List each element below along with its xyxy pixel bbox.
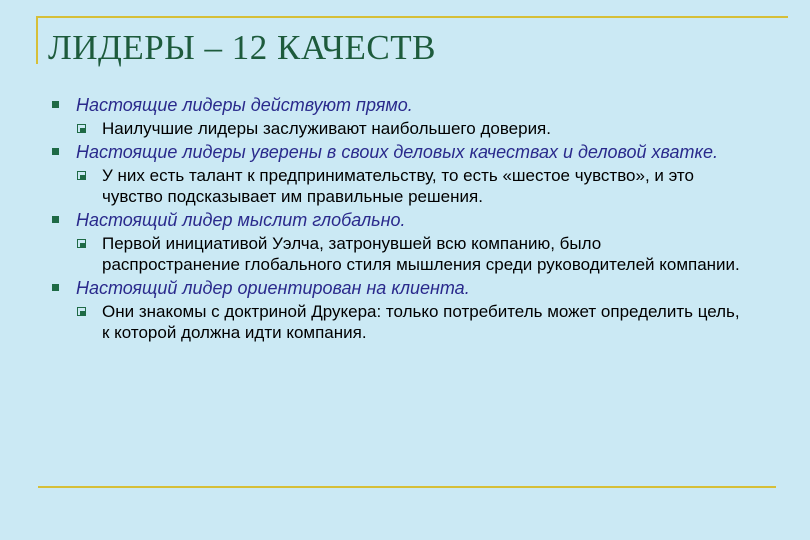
level1-item (48, 277, 778, 299)
level2-text: У них есть талант к предпринимательству, то есть «шестое чувство», и это чувство подсказывает им правильные решения. (102, 166, 694, 206)
frame-top-line (36, 16, 788, 18)
square-bullet-icon (52, 216, 59, 223)
level1-text: Настоящий лидер ориентирован на клиента. (76, 278, 470, 298)
level1-item (48, 141, 778, 163)
box-bullet-icon (77, 307, 86, 316)
box-bullet-icon (77, 171, 86, 180)
list-item (48, 94, 778, 139)
box-bullet-icon (77, 239, 86, 248)
level2-text: Наилучшие лидеры заслуживают наибольшего доверия. (102, 119, 551, 138)
frame-bottom-line (38, 486, 776, 488)
level2-text: Они знакомы с доктриной Друкера: только потребитель может определить цель, к которой должна идти компания. (102, 302, 740, 342)
square-bullet-icon (52, 148, 59, 155)
level1-text: Настоящие лидеры уверены в своих деловых качествах и деловой хватке. (76, 142, 719, 162)
list-item (48, 141, 778, 207)
bullet-list (48, 94, 778, 345)
level1-item (48, 209, 778, 231)
frame-left-line (36, 16, 38, 64)
slide-title: ЛИДЕРЫ – 12 КАЧЕСТВ (48, 28, 437, 67)
level2-item (48, 118, 742, 139)
box-bullet-icon (77, 124, 86, 133)
level2-item (48, 233, 742, 275)
level2-item (48, 301, 742, 343)
square-bullet-icon (52, 101, 59, 108)
level1-text: Настоящие лидеры действуют прямо. (76, 95, 413, 115)
level2-text: Первой инициативой Уэлча, затронувшей всю компанию, было распространение глобального стиля мышления среди руководителей компании. (102, 234, 740, 274)
list-item (48, 277, 778, 343)
level2-item (48, 165, 742, 207)
list-item (48, 209, 778, 275)
level1-item (48, 94, 778, 116)
square-bullet-icon (52, 284, 59, 291)
level1-text: Настоящий лидер мыслит глобально. (76, 210, 406, 230)
